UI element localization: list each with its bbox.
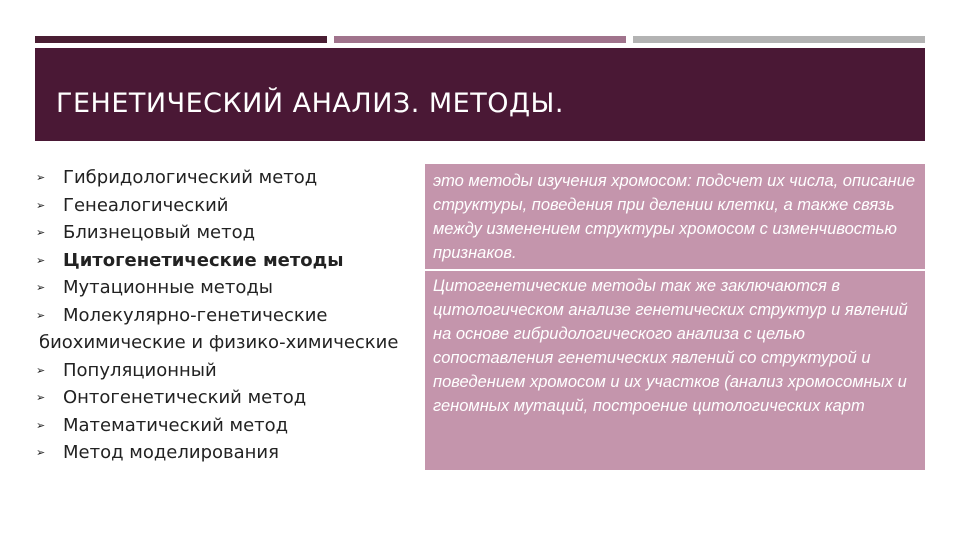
method-label: Популяционный — [63, 359, 217, 381]
method-label: Генеалогический — [63, 194, 229, 216]
method-label: Математический метод — [63, 414, 289, 436]
method-item — [35, 384, 415, 412]
title-banner — [35, 48, 925, 141]
methods-list — [35, 164, 415, 467]
method-label: Онтогенетический метод — [63, 387, 307, 408]
arrow-bullet-icon: ➢ — [36, 308, 46, 322]
method-label: Мутационные методы — [63, 277, 274, 298]
description-paragraph-2: Цитогенетические методы так же заключаются в цитологическом анализе генетических структур и явлений на основе гибридологического анализа с целью сопоставления генетических явлений со структурой и поведением хромосом и их участков (анализ хромосомных и геномных мутаций, построение цитологических карт — [433, 277, 908, 415]
method-item — [35, 439, 415, 467]
method-item — [35, 357, 415, 385]
accent-bar-3 — [633, 36, 925, 43]
method-item — [35, 412, 415, 440]
method-label: Метод моделирования — [63, 442, 279, 463]
method-label: Гибридологический метод — [63, 167, 318, 188]
method-item — [35, 192, 415, 220]
arrow-bullet-icon: ➢ — [36, 253, 46, 267]
method-item — [35, 329, 415, 357]
arrow-bullet-icon: ➢ — [36, 281, 46, 294]
method-label: Близнецовый метод — [63, 222, 256, 243]
method-item — [35, 219, 415, 247]
method-label: Цитогенетические методы — [63, 249, 344, 271]
accent-bar-1 — [35, 36, 327, 43]
arrow-bullet-icon: ➢ — [36, 446, 46, 459]
accent-bar-2 — [334, 36, 626, 43]
description-panel — [425, 164, 925, 470]
description-paragraph-1: это методы изучения хромосом: подсчет их числа, описание структуры, поведения при делении клетки, а также связь между изменением структуры хромосом с изменчивостью признаков. — [433, 172, 916, 262]
method-item — [35, 274, 415, 302]
arrow-bullet-icon: ➢ — [36, 363, 46, 377]
arrow-bullet-icon: ➢ — [36, 171, 46, 184]
arrow-bullet-icon: ➢ — [36, 226, 46, 239]
panel-divider — [425, 269, 925, 271]
method-label: биохимические и физико-химические — [39, 332, 399, 353]
method-item — [35, 164, 415, 192]
slide-title: ГЕНЕТИЧЕСКИЙ АНАЛИЗ. МЕТОДЫ. — [56, 88, 564, 119]
method-label: Молекулярно-генетические — [63, 304, 328, 326]
method-item — [35, 302, 415, 330]
arrow-bullet-icon: ➢ — [36, 198, 46, 212]
method-item — [35, 247, 415, 275]
arrow-bullet-icon: ➢ — [36, 418, 46, 432]
arrow-bullet-icon: ➢ — [36, 391, 46, 404]
